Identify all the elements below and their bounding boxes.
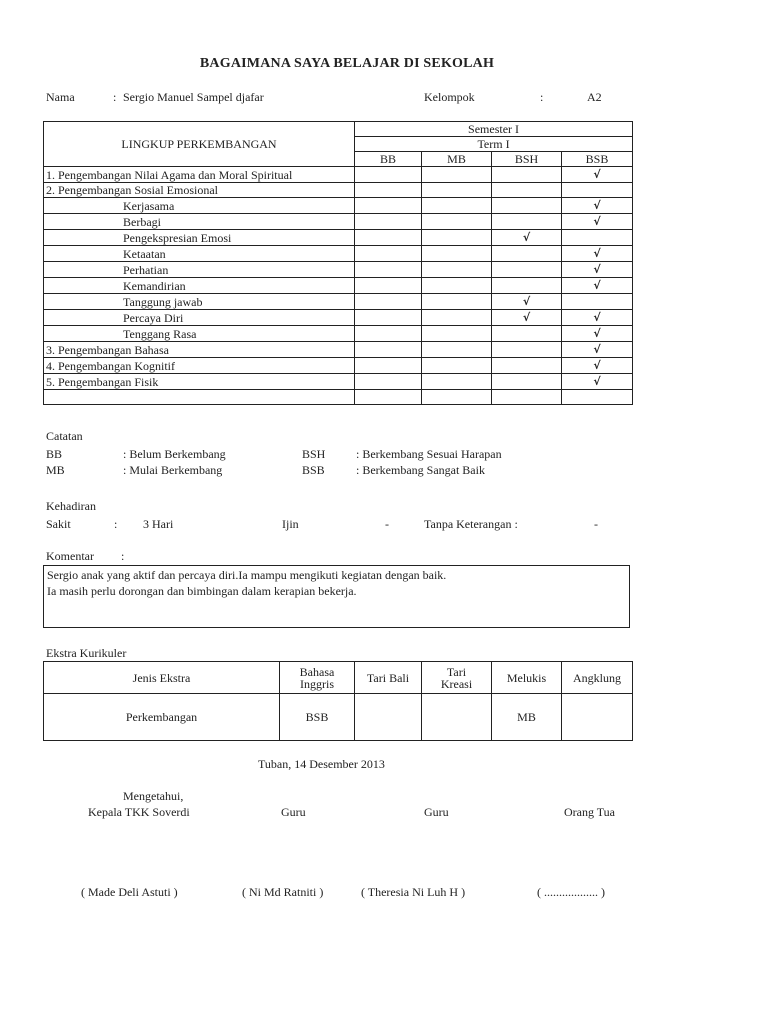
semester-header: Semester I: [355, 122, 633, 137]
grade-cell-mb: [422, 262, 492, 278]
komentar-label: Komentar: [46, 549, 94, 563]
grade-cell-mb: [422, 167, 492, 183]
ekstra-header-melukis: Melukis: [492, 662, 562, 694]
table-row: [44, 390, 633, 405]
jenis-ekstra-header: Jenis Ekstra: [44, 662, 280, 694]
legend-desc-bsh: : Berkembang Sesuai Harapan: [356, 447, 502, 461]
grade-cell-bb: [355, 374, 422, 390]
ekstra-header-bahasa-inggris: Bahasa Inggris: [280, 662, 355, 694]
table-row: [44, 214, 633, 230]
table-row: [44, 246, 633, 262]
table-row: [44, 183, 633, 198]
komentar-line-1: Sergio anak yang aktif dan percaya diri.Ia mampu mengikuti kegiatan dengan baik.: [47, 568, 447, 582]
grade-cell-bsb: [562, 214, 633, 230]
grade-cell-mb: [422, 342, 492, 358]
legend-desc-bsb: : Berkembang Sangat Baik: [356, 463, 485, 477]
grade-header-bb: BB: [355, 152, 422, 167]
grade-cell-bsb: [562, 246, 633, 262]
grade-cell-bb: [355, 310, 422, 326]
name-guru-2: ( Theresia Ni Luh H ): [361, 885, 466, 899]
date-place: Tuban, 14 Desember 2013: [258, 757, 385, 771]
catatan-title: Catatan: [46, 429, 83, 443]
check-mark-bsb: √: [593, 168, 601, 181]
aspect-label: 4. Pengembangan Kognitif: [44, 358, 355, 374]
aspect-label: Kemandirian: [44, 278, 355, 294]
grade-cell-bsh: [492, 294, 562, 310]
tanpa-keterangan-label: Tanpa Keterangan :: [424, 517, 518, 531]
grade-cell-bsh: [492, 246, 562, 262]
name-orang-tua: ( .................. ): [537, 885, 605, 899]
check-mark-bsb: √: [593, 279, 601, 292]
grade-cell-bsb: [562, 230, 633, 246]
table-row: [44, 167, 633, 183]
aspect-label: 2. Pengembangan Sosial Emosional: [44, 183, 355, 198]
ekstra-value-angklung: [562, 694, 633, 741]
grade-cell-bsh: [492, 167, 562, 183]
grade-cell-bsb: [562, 294, 633, 310]
ekstra-header-tari-kreasi: Tari Kreasi: [422, 662, 492, 694]
grade-cell-mb: [422, 326, 492, 342]
grade-cell-bsb: [562, 262, 633, 278]
sakit-label: Sakit: [46, 517, 71, 531]
page-title: BAGAIMANA SAYA BELAJAR DI SEKOLAH: [199, 56, 495, 71]
table-row: [44, 326, 633, 342]
table-row: [44, 310, 633, 326]
check-mark-bsh: √: [522, 311, 531, 324]
aspect-label: 3. Pengembangan Bahasa: [44, 342, 355, 358]
kelompok-separator: :: [540, 90, 544, 104]
grade-cell-bsh: [492, 310, 562, 326]
grade-cell-bb: [355, 198, 422, 214]
ekstra-title: Ekstra Kurikuler: [46, 646, 127, 660]
aspect-label: [44, 390, 355, 405]
ekstra-value-tari-kreasi: [422, 694, 492, 741]
aspect-label: Tanggung jawab: [44, 294, 355, 310]
grade-cell-bb: [355, 183, 422, 198]
grade-cell-bb: [355, 246, 422, 262]
grade-cell-bb: [355, 326, 422, 342]
name-guru-1: ( Ni Md Ratniti ): [242, 885, 324, 899]
development-table: [43, 121, 633, 405]
grade-cell-mb: [422, 390, 492, 405]
grade-cell-bsb: [562, 374, 633, 390]
check-mark-bsb: √: [593, 375, 601, 388]
legend-code-bsh: BSH: [302, 447, 326, 461]
perkembangan-label: Perkembangan: [44, 694, 280, 741]
table-row: [44, 262, 633, 278]
ekstra-value-melukis: MB: [492, 694, 562, 741]
grade-cell-mb: [422, 374, 492, 390]
grade-cell-bb: [355, 294, 422, 310]
aspect-label: Kerjasama: [44, 198, 355, 214]
grade-cell-bsb: [562, 167, 633, 183]
check-mark-bsb: √: [593, 247, 601, 260]
grade-cell-bb: [355, 167, 422, 183]
aspect-label: Pengekspresian Emosi: [44, 230, 355, 246]
grade-cell-bsh: [492, 262, 562, 278]
grade-cell-bsh: [492, 278, 562, 294]
nama-label: Nama: [46, 90, 75, 104]
term-header: Term I: [355, 137, 633, 152]
check-mark-bsb: √: [593, 343, 601, 356]
grade-cell-bsb: [562, 342, 633, 358]
aspect-label: Ketaatan: [44, 246, 355, 262]
komentar-line-2: Ia masih perlu dorongan dan bimbingan dalam kerapian bekerja.: [47, 584, 357, 598]
grade-cell-bsb: [562, 390, 633, 405]
check-mark-bsb: √: [593, 215, 601, 228]
grade-cell-bsb: [562, 183, 633, 198]
grade-cell-bb: [355, 214, 422, 230]
grade-cell-bsb: [562, 310, 633, 326]
kelompok-value: A2: [587, 90, 602, 104]
ijin-value: -: [385, 517, 389, 531]
grade-cell-bsb: [562, 278, 633, 294]
aspect-label: Perhatian: [44, 262, 355, 278]
grade-header-mb: MB: [422, 152, 492, 167]
table-row: [44, 294, 633, 310]
role-kepala: Kepala TKK Soverdi: [88, 805, 190, 819]
grade-cell-bsh: [492, 183, 562, 198]
name-kepala: ( Made Deli Astuti ): [81, 885, 178, 899]
ijin-label: Ijin: [282, 517, 299, 531]
legend-code-bsb: BSB: [302, 463, 325, 477]
nama-value: Sergio Manuel Sampel djafar: [123, 90, 264, 104]
grade-cell-bsb: [562, 198, 633, 214]
legend-desc-mb: : Mulai Berkembang: [123, 463, 223, 477]
grade-cell-mb: [422, 294, 492, 310]
sakit-value: 3 Hari: [143, 517, 174, 531]
lingkup-header: LINGKUP PERKEMBANGAN: [44, 122, 355, 167]
legend-code-bb: BB: [46, 447, 63, 461]
sakit-separator: :: [114, 517, 118, 531]
table-row: [44, 278, 633, 294]
table-row: [44, 198, 633, 214]
grade-cell-bb: [355, 278, 422, 294]
grade-cell-mb: [422, 278, 492, 294]
grade-cell-bsh: [492, 214, 562, 230]
table-row: [44, 342, 633, 358]
grade-cell-mb: [422, 246, 492, 262]
nama-separator: :: [113, 90, 117, 104]
grade-cell-mb: [422, 358, 492, 374]
check-mark-bsb: √: [593, 263, 601, 276]
check-mark-bsh: √: [522, 295, 531, 308]
aspect-label: Tenggang Rasa: [44, 326, 355, 342]
ekstra-header-tari-bali: Tari Bali: [355, 662, 422, 694]
grade-cell-bsh: [492, 374, 562, 390]
kelompok-label: Kelompok: [424, 90, 475, 104]
aspect-label: Percaya Diri: [44, 310, 355, 326]
legend-desc-bb: : Belum Berkembang: [123, 447, 226, 461]
legend-code-mb: MB: [46, 463, 65, 477]
role-guru-1: Guru: [281, 805, 306, 819]
grade-cell-bsh: [492, 326, 562, 342]
check-mark-bsb: √: [593, 359, 601, 372]
grade-cell-mb: [422, 214, 492, 230]
grade-header-bsb: BSB: [562, 152, 633, 167]
grade-cell-bsb: [562, 326, 633, 342]
grade-cell-bsh: [492, 198, 562, 214]
grade-cell-bsb: [562, 358, 633, 374]
grade-cell-bsh: [492, 358, 562, 374]
check-mark-bsb: √: [593, 327, 601, 340]
grade-cell-mb: [422, 198, 492, 214]
grade-cell-mb: [422, 230, 492, 246]
komentar-separator: :: [121, 549, 125, 563]
aspect-label: 5. Pengembangan Fisik: [44, 374, 355, 390]
table-row: [44, 374, 633, 390]
ekstra-table: [43, 661, 633, 741]
grade-cell-bb: [355, 262, 422, 278]
grade-cell-bsh: [492, 230, 562, 246]
grade-cell-bsh: [492, 390, 562, 405]
tanpa-keterangan-value: -: [594, 517, 598, 531]
grade-cell-bb: [355, 230, 422, 246]
grade-cell-mb: [422, 310, 492, 326]
check-mark-bsh: √: [522, 231, 531, 244]
grade-cell-bb: [355, 342, 422, 358]
table-row: [44, 230, 633, 246]
ekstra-value-bahasa-inggris: BSB: [280, 694, 355, 741]
komentar-box: [43, 565, 630, 628]
grade-cell-bb: [355, 390, 422, 405]
grade-cell-bb: [355, 358, 422, 374]
ekstra-header-angklung: Angklung: [562, 662, 633, 694]
kehadiran-title: Kehadiran: [46, 499, 96, 513]
check-mark-bsb: √: [593, 311, 601, 324]
grade-cell-mb: [422, 183, 492, 198]
check-mark-bsb: √: [593, 199, 601, 212]
grade-header-bsh: BSH: [492, 152, 562, 167]
aspect-label: Berbagi: [44, 214, 355, 230]
ekstra-value-tari-bali: [355, 694, 422, 741]
mengetahui-label: Mengetahui,: [123, 789, 184, 803]
grade-cell-bsh: [492, 342, 562, 358]
role-orang-tua: Orang Tua: [564, 805, 616, 819]
aspect-label: 1. Pengembangan Nilai Agama dan Moral Spiritual: [44, 167, 355, 183]
table-row: [44, 358, 633, 374]
role-guru-2: Guru: [424, 805, 449, 819]
